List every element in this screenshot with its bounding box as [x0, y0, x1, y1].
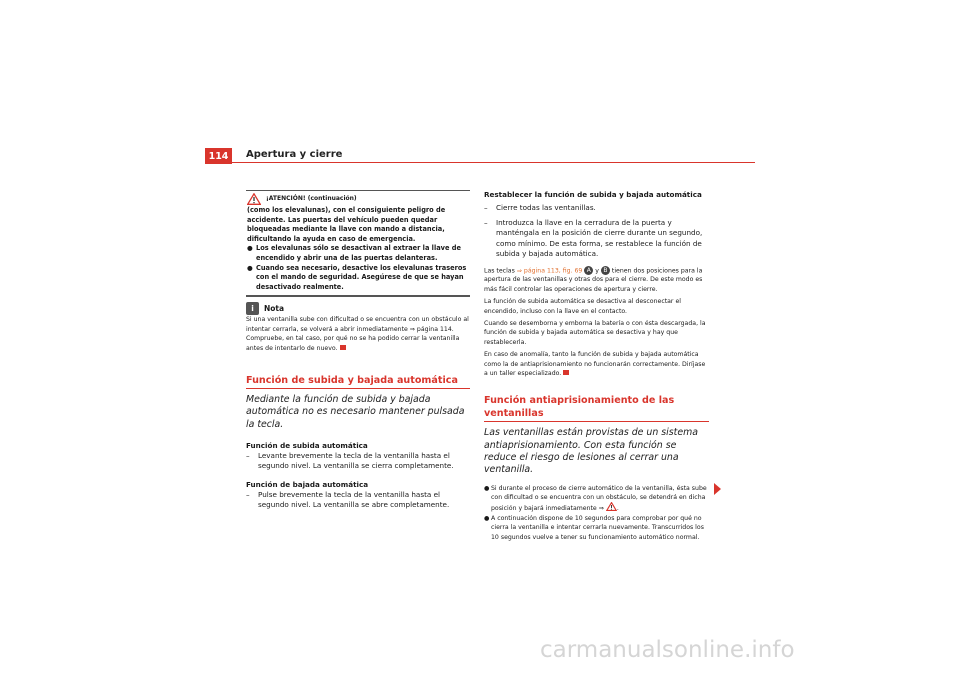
right-column — [484, 190, 709, 542]
warning-triangle-icon — [247, 193, 261, 205]
warning-text: (como los elevalunas), con el consiguiente peligro de accidente. Las puertas del vehículo pueden quedar bloqueadas mediante la llave con mando a distancia, dificultando la ayuda en caso de emergencia. — [247, 206, 446, 243]
step: – Pulse brevemente la tecla de la ventanilla hasta el segundo nivel. La ventanilla se abre completamente. — [246, 489, 450, 510]
warning-bullet: ● Los elevalunas sólo se desactivan al extraer la llave de encendido y abrir una de las puertas delanteras. — [247, 244, 461, 262]
end-mark-icon — [340, 345, 346, 350]
watermark: carmanualsonline.info — [540, 637, 795, 663]
section-title-auto: Función de subida y bajada automática — [246, 374, 458, 386]
end-mark-icon — [563, 370, 569, 375]
warning-box — [246, 190, 470, 297]
restore-title: Restablecer la función de subida y bajada automática — [484, 190, 702, 199]
section-lead: Las ventanillas están provistas de un sistema antiaprisionamiento. Con esta función se reduce el riesgo de lesiones al cerrar una ventanilla. — [484, 427, 698, 476]
list-item: ● Si durante el proceso de cierre automático de la ventanilla, ésta sube con dificultad o se encuentra con un obstáculo, se detendrá en dicha posición y bajará inmediatamente ⇒ . — [484, 484, 707, 513]
subheading-down: Función de bajada automática — [246, 479, 369, 489]
section-lead: Mediante la función de subida y bajada automática no es necesario mantener pulsada la tecla. — [246, 393, 465, 430]
warning-title: ¡ATENCIÓN! (continuación) — [266, 195, 357, 202]
note-icon: i — [246, 302, 259, 315]
section-rule — [246, 388, 470, 389]
left-column — [246, 190, 470, 511]
next-page-arrow-icon — [714, 483, 721, 495]
running-title: Apertura y cierre — [246, 149, 343, 160]
callout-a-icon: A — [584, 266, 593, 275]
note-header — [246, 301, 470, 315]
section-rule — [484, 421, 709, 422]
step: – Levante brevemente la tecla de la ventanilla hasta el segundo nivel. La ventanilla se cierra completamente. — [246, 450, 454, 471]
warning-header — [247, 191, 469, 206]
warning-bullet: ● Cuando sea necesario, desactive los elevalunas traseros con el mando de seguridad. Asegúrese de que se hayan desactivado realmente. — [247, 263, 467, 291]
restore-paragraph: Las teclas ⇒ página 113, fig. 69 A y B tienen dos posiciones para la apertura de las ventanillas y otras dos para el cierre. De este modo es más fácil controlar las operaciones de apertura y cierre. — [484, 266, 703, 293]
restore-paragraph: La función de subida automática se desactiva al desconectar el encendido, incluso con la llave en el contacto. — [484, 298, 681, 315]
note-title: Nota — [264, 303, 285, 313]
restore-paragraph: En caso de anomalía, tanto la función de subida y bajada automática como la de antiaprisionamiento no funcionarán correctamente. Diríjase a un taller especializado. — [484, 351, 706, 378]
list-item: ● A continuación dispone de 10 segundos para comprobar por qué no cierra la ventanilla e intentar cerrarla nuevamente. Transcurridos los 10 segundos vuelve a tener su funcionamiento automático normal. — [484, 514, 704, 541]
restore-paragraph: Cuando se desemborna y emborna la batería o con ésta descargada, la función de subida y bajada automática se desactiva y hay que restablecerla. — [484, 320, 706, 346]
header-rule — [205, 162, 755, 163]
step: – Introduzca la llave en la cerradura de la puerta y manténgala en la posición de cierre durante un segundo, como mínimo. De esta forma, se restablece la función de subida y bajada automática. — [484, 217, 703, 258]
section-title-antitrap: Función antiaprisionamiento de las ventanillas — [484, 395, 675, 420]
note-text: Si una ventanilla sube con dificultad o se encuentra con un obstáculo al intentar cerrarla, se volverá a abrir inmediatamente ⇒ página 114. Compruebe, en tal caso, por qué no se ha podido cerrar la ventanilla antes de intentarlo de nuevo. — [246, 316, 469, 352]
step: – Cierre todas las ventanillas. — [484, 203, 596, 212]
page-number: 114 — [205, 148, 232, 164]
page-reference-link[interactable]: ⇒ página 113, fig. 69 — [516, 267, 583, 274]
callout-b-icon: B — [601, 266, 610, 275]
subheading-up: Función de subida automática — [246, 440, 368, 450]
warning-triangle-icon — [606, 502, 617, 511]
